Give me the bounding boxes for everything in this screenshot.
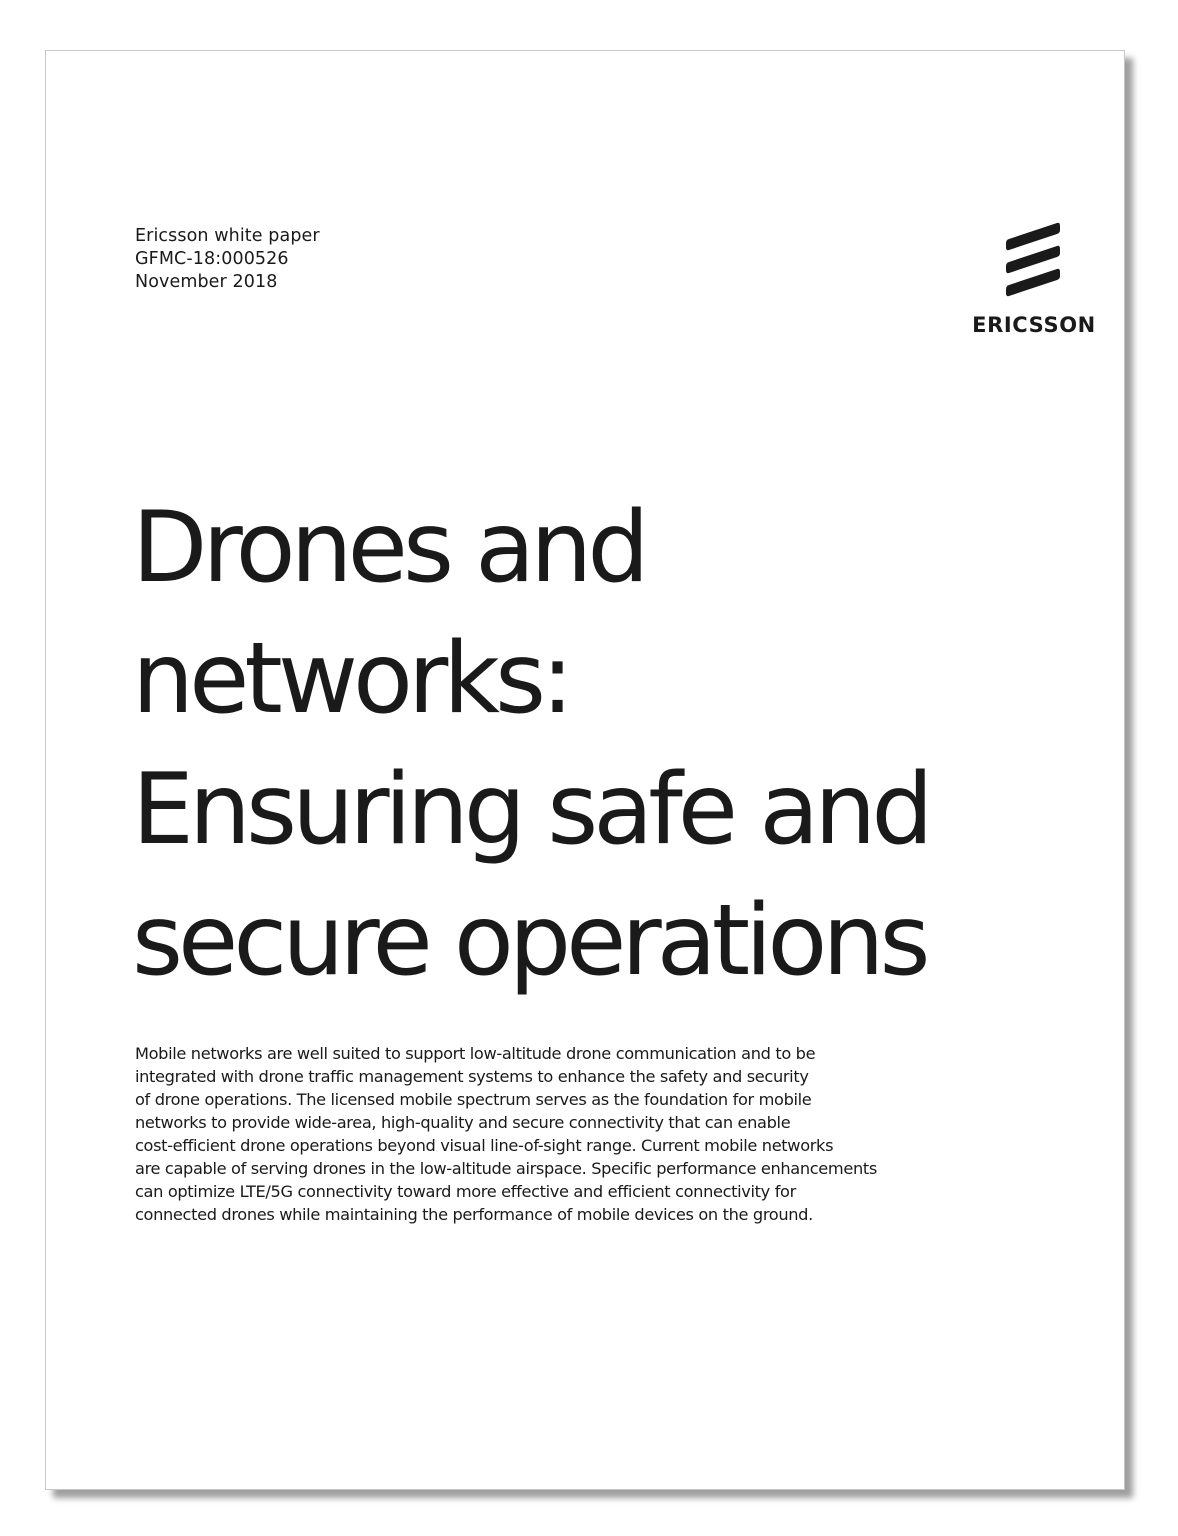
abstract-line: Mobile networks are well suited to support low-altitude drone communication and to be [135,1044,816,1063]
title-line: networks: [132,622,570,736]
title-line: Ensuring safe and [132,753,929,867]
title-line: Drones and [132,491,645,605]
document-page [45,50,1125,1490]
abstract-line: are capable of serving drones in the low-altitude airspace. Specific performance enhancements [135,1159,877,1178]
meta-doc-number: GFMC-18:000526 [135,249,289,269]
page-title [132,483,1092,1007]
abstract-line: cost-efficient drone operations beyond visual line-of-sight range. Current mobile networks [135,1136,834,1155]
title-line: secure operations [132,884,926,998]
abstract-paragraph [135,1042,935,1226]
ericsson-logo-icon [1005,219,1061,299]
abstract-line: of drone operations. The licensed mobile spectrum serves as the foundation for mobile [135,1090,812,1109]
abstract-line: integrated with drone traffic management systems to enhance the safety and security [135,1067,809,1086]
ericsson-wordmark: ERICSSON [972,313,1096,337]
meta-doc-date: November 2018 [135,272,278,292]
ericsson-logo [963,219,1103,339]
abstract-line: connected drones while maintaining the performance of mobile devices on the ground. [135,1205,813,1224]
document-meta [135,225,320,294]
abstract-line: networks to provide wide-area, high-quality and secure connectivity that can enable [135,1113,791,1132]
abstract-line: can optimize LTE/5G connectivity toward more effective and efficient connectivity for [135,1182,796,1201]
meta-doc-type: Ericsson white paper [135,226,320,246]
